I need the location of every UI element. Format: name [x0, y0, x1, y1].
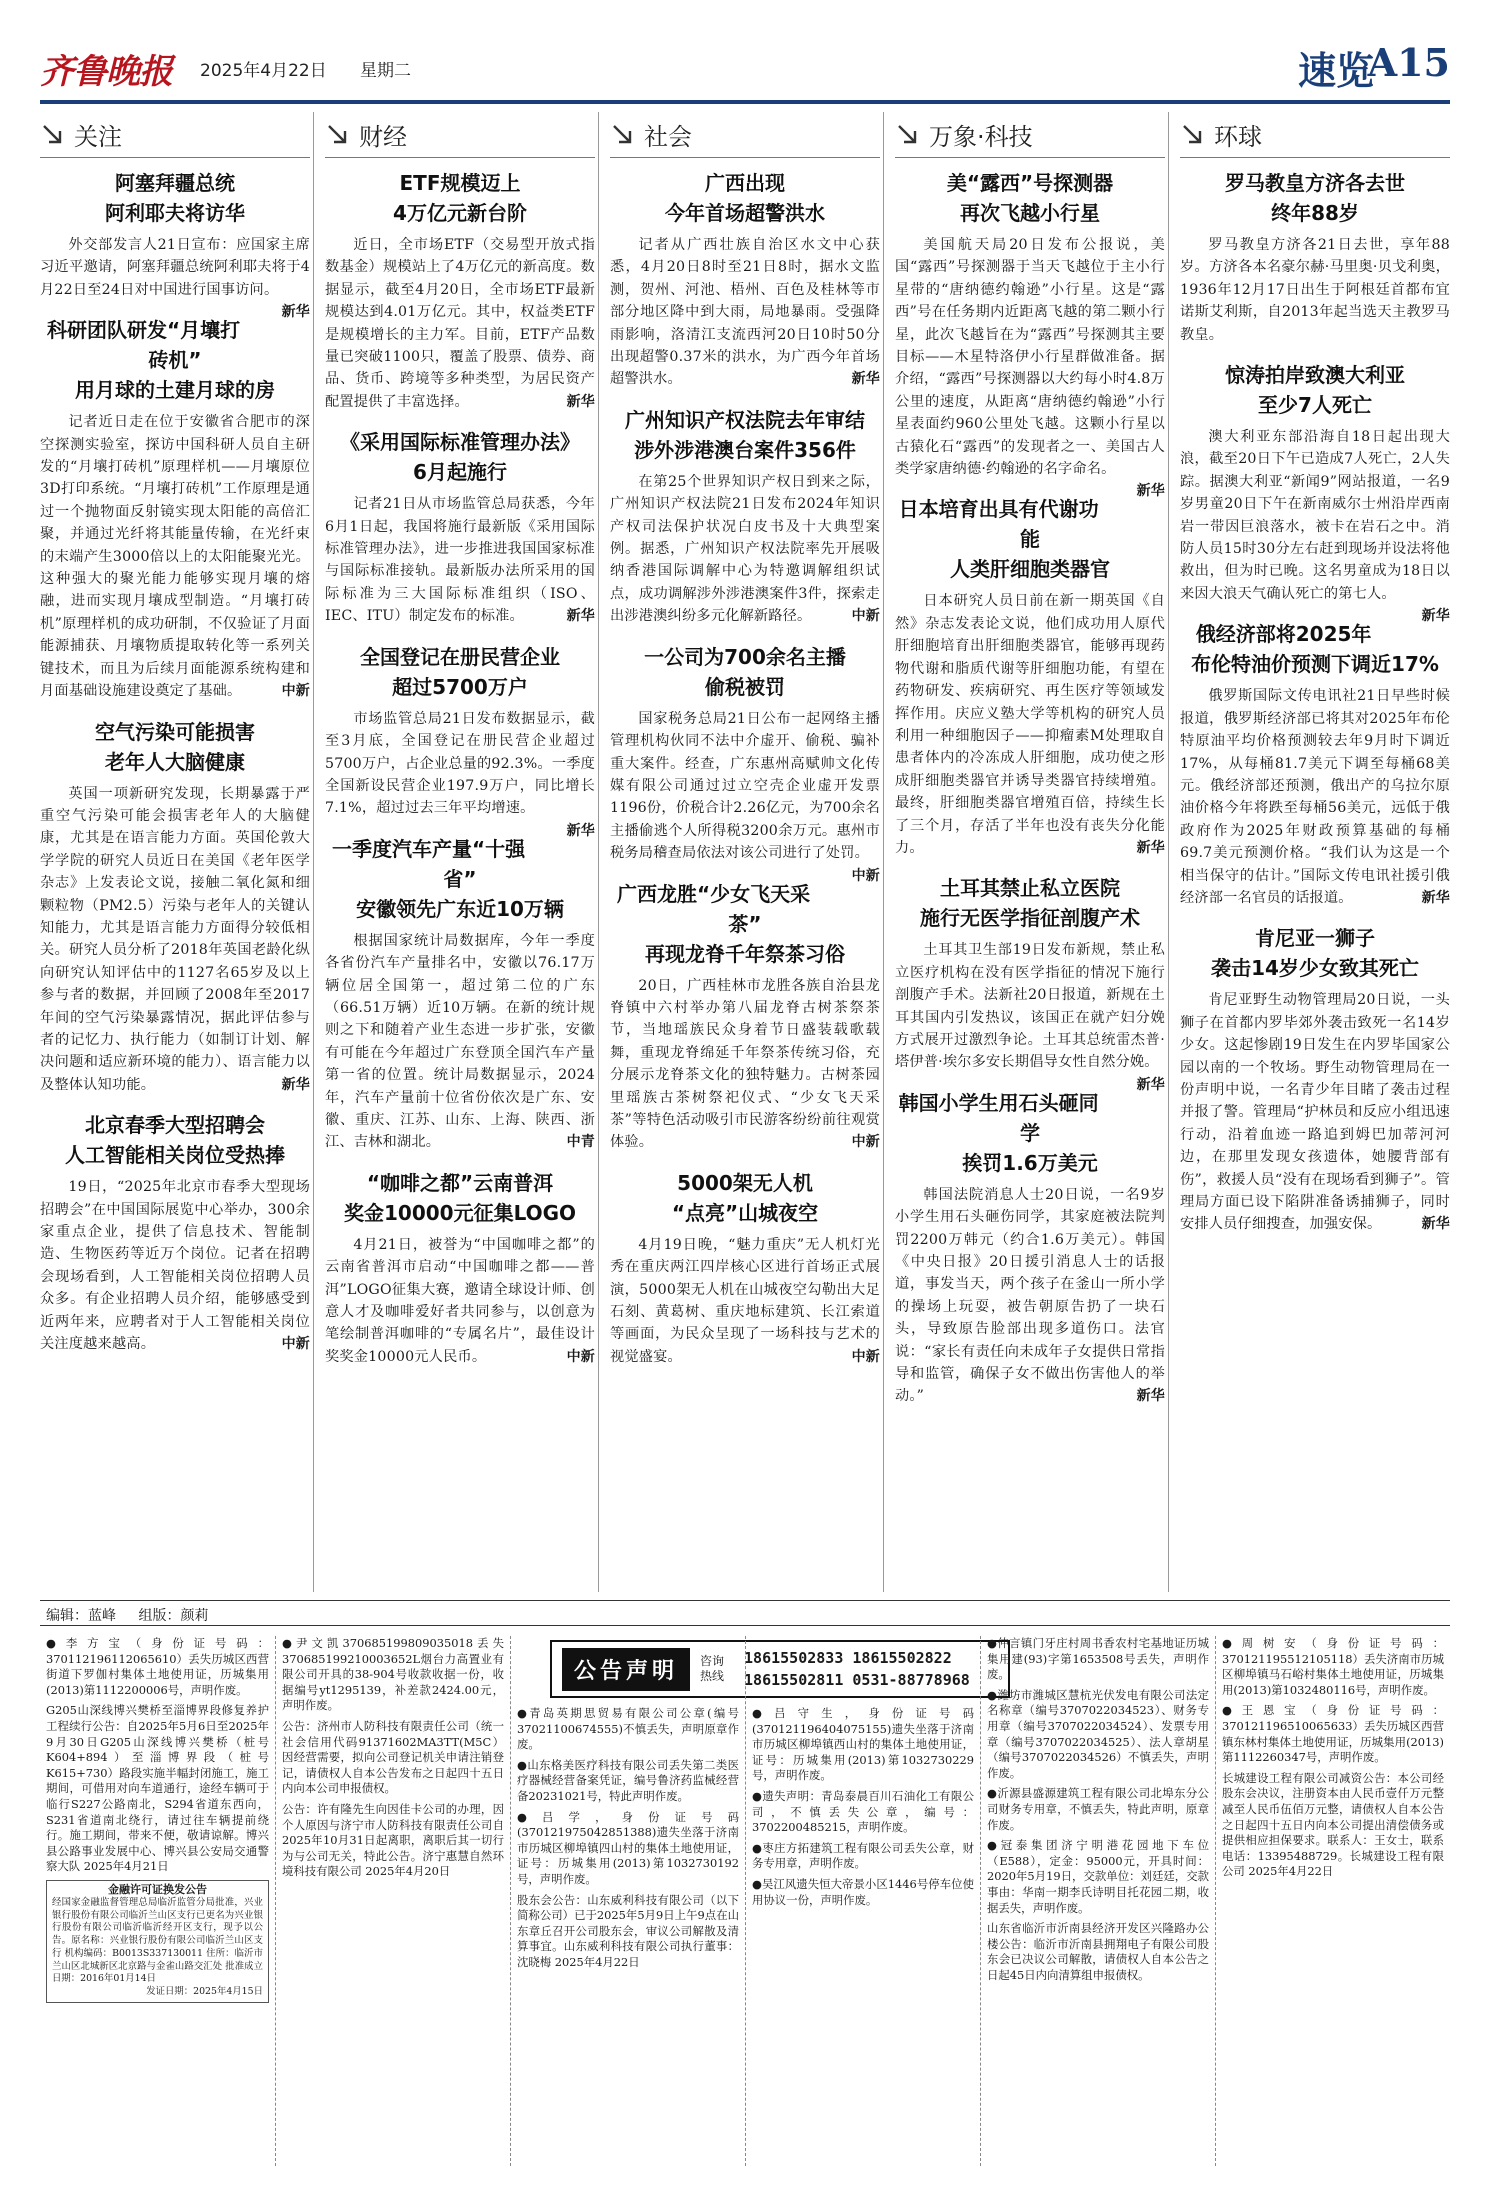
newspaper-logo: 齐鲁晚报 [40, 52, 172, 92]
news-article [610, 879, 880, 1154]
article-text: 罗马教皇方济各21日去世，享年88岁。方济各本名豪尔赫·马里奥·贝戈利奥，1936年12月17日出生于阿根廷首都布宜诺斯艾利斯，自2013年起当选天主教罗马教皇。 [1180, 237, 1450, 343]
masthead [40, 36, 1450, 100]
headline-line: 科研团队研发“月壤打砖机” [47, 318, 241, 373]
masthead-rule [40, 100, 1450, 104]
article-headline [1180, 360, 1450, 420]
article-headline [325, 168, 595, 228]
classified-item: ●王恩宝（身份证号码：370121196510065633）丢失历城区西营镇东林村集体土地使用证，历城集用(2013)第1112260347号，声明作废。 [1222, 1703, 1444, 1765]
article-headline [40, 168, 310, 228]
article-text: 韩国法院消息人士20日说，一名9岁小学生用石头砸伤同学，其家庭被法院判罚2200万韩元（约合1.6万美元）。韩国《中央日报》20日援引消息人士的话报道，事发当天，两个孩子在釜山一所小学的操场上玩耍，被告朝原告扔了一块石头，导致原告脸部出现多道伤口。法官说：“家长有责任向未成年子女提供日常指导和监管，确保子女不做出伤害他人的举动。” [895, 1186, 1165, 1405]
classified-column [40, 1636, 275, 2166]
article-source: 新华 [1136, 483, 1165, 500]
license-notice-body: 经国家金融监督管理总局临沂监管分局批准，兴业银行股份有限公司临沂兰山区支行已更名为兴业银行股份有限公司临沂临沂经开区支行，现予以公告。原名称：兴业银行股份有限公司临沂兰山区支行 机构编码：B0013S337130011 住所：临沂市兰山区北城新区北京路与金雀山路交汇处 批准成立日期：2016年01月14日 [52, 1896, 263, 1985]
article-source: 新华 [1421, 608, 1450, 625]
article-text: 外交部发言人21日宣布：应国家主席习近平邀请，阿塞拜疆总统阿利耶夫将于4月22日至24日对中国进行国事访问。 [40, 237, 310, 298]
article-text: 市场监管总局21日发布数据显示，截至3月底，全国登记在册民营企业超过5700万户，占企业总量的92.3%。一季度全国新设民营企业197.9万户，同比增长7.1%，超过过去三年平均增速。 [325, 710, 596, 817]
license-notice-date: 发证日期：2025年4月15日 [146, 1986, 263, 1998]
classified-item: 公告：济州市人防科技有限责任公司（统一社会信用代码91371602MA3TT(M5C）因经营需要，拟向公司登记机关申请注销登记，请债权人自本公告发布之日起四十五日内向本公司申报债权。 [282, 1718, 504, 1796]
headline-line: 阿利耶夫将访华 [105, 201, 245, 225]
article-headline [610, 642, 880, 702]
column-label: 万象·科技 [929, 123, 1033, 151]
news-article [895, 494, 1165, 859]
article-headline [610, 405, 880, 465]
article-body [895, 1184, 1165, 1408]
corner-arrow-icon [325, 122, 351, 148]
article-headline [1180, 923, 1450, 983]
news-article [40, 168, 310, 321]
column-header [610, 112, 880, 158]
article-body [325, 493, 595, 627]
column-label: 关注 [74, 123, 122, 151]
article-text: 19日，“2025年北京市春季大型现场招聘会”在中国国际展览中心举办，300余家重点企业，提供了信息技术、智能制造、生物医药等近万个岗位。记者在招聘会现场看到，人工智能相关岗位招聘人员众多。有企业招聘人员介绍，能够感受到近两年来，应聘者对于人工智能相关岗位关注度越来越高。 [40, 1179, 310, 1353]
article-source: 中青 [566, 1134, 595, 1151]
article-source: 中新 [281, 1336, 310, 1353]
classified-item: ●枣庄方拓建筑工程有限公司丢失公章，财务专用章，声明作废。 [752, 1840, 974, 1871]
headline-line: 《采用国际标准管理办法》 [340, 430, 580, 455]
article-body [40, 411, 310, 702]
news-article [610, 168, 880, 391]
headline-line: 今年首场超警洪水 [665, 201, 825, 225]
headline-line: 5000架无人机 [677, 1170, 813, 1195]
article-text: 记者近日走在位于安徽省合肥市的深空探测实验室，探访中国科研人员自主研发的“月壤打砖机”原理样机——月壤原位3D打印系统。“月壤打砖机”工作原理是通过一个抛物面反射镜实现太阳能的高倍汇聚，并通过光纤将其能量传输，在光纤束的末端产生3000倍以上的太阳能聚光光。这种强大的聚光能力能够实现月壤的熔融，进而实现月壤成型制造。“月壤打砖机”原理样机的成功研制，不仅验证了月面能源捕获、月壤物质提取转化等一系列关键技术，而且为后续月面能源系统构建和月面基础设施建设奠定了基础。 [40, 414, 310, 700]
column-label: 社会 [644, 123, 692, 151]
classified-item: ●遗失声明：青岛泰晨百川石油化工有限公司，不慎丢失公章，编号：3702200485215，声明作废。 [752, 1788, 974, 1835]
article-body [1180, 989, 1450, 1235]
license-notice-title: 金融许可证换发公告 [108, 1882, 207, 1896]
news-column [325, 112, 595, 1592]
article-text: 记者从广西壮族自治区水文中心获悉，4月20日8时至21日8时，据水文监测，贺州、河池、梧州、百色及桂林等市部分地区降中到大雨，局地暴雨。受强降雨影响，洛清江支流西河20日10时50分出现超警0.37米的洪水，为广西今年首场超警洪水。 [610, 237, 880, 388]
article-body [1180, 426, 1450, 625]
classified-item: ●仲言镇门牙庄村周书香农村宅基地证历城集用建(93)字第1653508号丢失，声明作废。 [987, 1636, 1209, 1682]
news-article [325, 168, 595, 413]
article-text: 国家税务总局21日公布一起网络主播管理机构伙同不法中介虚开、偷税、骗补重大案件。经查，广东惠州高赋帅文化传媒有限公司通过过立空壳企业虚开发票1196份，价税合计2.26亿元，为700余名主播偷逃个人所得税3200余万元。惠州市税务局稽查局依法对该公司进行了处罚。 [610, 710, 880, 862]
headline-line: 安徽领先广东近10万辆 [356, 896, 564, 921]
license-notice-box [46, 1880, 269, 2003]
headline-line: 再现龙脊千年祭茶习俗 [645, 941, 845, 966]
article-body [325, 930, 595, 1154]
news-article [610, 642, 880, 884]
corner-arrow-icon [1180, 122, 1206, 148]
news-article [40, 1110, 310, 1355]
article-source: 新华 [1136, 1076, 1165, 1093]
column-header [40, 112, 310, 158]
news-column [1180, 112, 1450, 1592]
news-article [895, 873, 1165, 1093]
article-headline [1180, 168, 1450, 228]
headline-line: 肯尼亚一狮子 [1255, 926, 1375, 951]
headline-line: 施行无医学指征剖腹产术 [920, 906, 1140, 931]
news-article [40, 315, 310, 702]
news-article [325, 834, 595, 1154]
designer-name: 组版：颜莉 [138, 1608, 209, 1624]
article-body [1180, 234, 1450, 346]
article-body [40, 783, 310, 1097]
article-headline [325, 1168, 595, 1228]
corner-arrow-icon [895, 122, 921, 148]
hotline-phone-line: 18615502811 0531-88778968 [744, 1671, 970, 1689]
article-headline [40, 315, 310, 405]
headline-line: 一公司为700余名主播 [644, 644, 846, 669]
article-source: 新华 [1421, 889, 1450, 906]
headline-line: 用月球的土建月球的房 [75, 378, 275, 403]
article-headline [325, 834, 595, 924]
headline-line: 终年88岁 [1271, 201, 1359, 225]
classified-item: ●吕守生，身份证号码(370121196404075155)遗失坐落于济南市历城区柳埠镇西山村的集体土地使用证，证号：历城集用(2013)第1032730229号，声明作废。 [752, 1706, 974, 1783]
headline-line: 布伦特油价预测下调近17% [1191, 652, 1439, 677]
headline-line: 人类肝细胞类器官 [950, 557, 1110, 582]
article-source: 中新 [851, 867, 880, 884]
article-body [325, 1234, 595, 1368]
headline-line: 奖金10000元征集LOGO [343, 1200, 577, 1225]
article-body [610, 1234, 880, 1368]
article-body [610, 708, 880, 884]
article-source: 中新 [281, 683, 310, 700]
classified-column [1215, 1636, 1450, 2166]
classified-item: ●李方宝（身份证号码：370112196112065610）丢失历城区西营街道下罗伽村集体土地使用证，历城集用(2013)第1112200006号，声明作废。 [46, 1636, 269, 1697]
article-text: 4月19日晚，“魅力重庆”无人机灯光秀在重庆两江四岸核心区进行首场正式展演，5000架无人机在山城夜空勾勒出大足石刻、黄葛树、重庆地标建筑、长江索道等画面，为民众呈现了一场科技与艺术的视觉盛宴。 [610, 1236, 880, 1365]
article-text: 近日，全市场ETF（交易型开放式指数基金）规模站上了4万亿元的新高度。数据显示，截至4月20日，全市场ETF最新规模达到4.01万亿元。其中，权益类ETF是规模增长的主力军。目前，ETF产品数量已突破1100只，覆盖了股票、债券、商品、货币、跨境等多种类型，为居民资产配置提供了丰富选择。 [325, 237, 595, 410]
article-source: 新华 [1421, 1216, 1450, 1233]
headline-line: 再次飞越小行星 [960, 201, 1100, 225]
article-source: 中新 [851, 1134, 880, 1151]
hotline-label: 咨询热线 [700, 1654, 725, 1683]
article-text: 俄罗斯国际文传电讯社21日早些时候报道，俄罗斯经济部已将其对2025年布伦特原油平均价格预测较去年9月时下调近17%，从每桶81.7美元下调至每桶68美元。俄经济部还预测，俄出产的乌拉尔原油价格今年将跌至每桶56美元，远低于俄政府作为2025年财政预算基础的每桶69.7美元预测价格。“我们认为这是一个相当保守的估计。”国际文传电讯社援引俄经济部一名官员的话报道。 [1180, 688, 1450, 906]
article-body [40, 1176, 310, 1355]
news-columns [40, 112, 1450, 1592]
news-article [325, 427, 595, 627]
classified-column [980, 1636, 1215, 2166]
article-body [895, 234, 1165, 500]
classified-ads [40, 1636, 1450, 2166]
article-text: 日本研究人员日前在新一期英国《自然》杂志发表论文说，他们成功用人原代肝细胞培育出肝细胞类器官，能够再现药物代谢和脂质代谢等肝细胞功能，有望在药物研发、疾病研究、再生医疗等领域发挥作用。庆应义塾大学等机构的研究人员利用一种细胞因子——抑瘤素M处理取自患者体内的冷冻成人肝细胞，成功使之形成肝细胞类器官并诱导类器官持续增殖。最终，肝细胞类器官增殖百倍，持续生长了三个月，存活了半年也没有丧失分化能力。 [895, 593, 1165, 856]
notice-title: 公告声明 [562, 1648, 690, 1691]
article-headline [325, 427, 595, 487]
news-column [40, 112, 310, 1592]
article-text: 记者21日从市场监管总局获悉，今年6月1日起，我国将施行最新版《采用国际标准管理办法》，进一步推进我国国家标准与国际标准接轨。最新版办法所采用的国际标准为三大国际标准组织（ISO、IEC、ITU）制定发布的标准。 [325, 496, 595, 625]
headline-line: 广西出现 [705, 171, 785, 195]
classified-item: 山东省临沂市沂南县经济开发区兴隆路办公楼公告：临沂市沂南县拥翔电子有限公司股东会已决议公司解散，请债权人自本公告之日起45日内向清算组申报债权。 [987, 1921, 1209, 1982]
article-source: 新华 [1136, 1388, 1165, 1405]
headline-line: 阿塞拜疆总统 [115, 171, 235, 195]
article-text: 英国一项新研究发现，长期暴露于严重空气污染可能会损害老年人的大脑健康，尤其是在语言能力方面。英国伦敦大学学院的研究人员近日在美国《老年医学杂志》上发表论文说，接触二氧化氮和细颗粒物（PM2.5）污染与老年人的关键认知能力，尤其是语言能力方面得分较低相关。研究人员分析了2018年英国老龄化纵向研究认知评估中的1127名65岁及以上参与者的数据，并回顾了2008年至2017年间的空气污染暴露情况，据此评估参与者的记忆力、执行能力（如制订计划、解决问题和适应新环境的能力）、语言能力以及整体认知功能。 [40, 785, 310, 1093]
headline-line: 4万亿元新台阶 [393, 201, 527, 225]
article-body [325, 708, 596, 839]
column-label: 财经 [359, 123, 407, 151]
news-column [610, 112, 880, 1592]
headline-line: 惊涛拍岸致澳大利亚 [1225, 363, 1405, 388]
article-source: 新华 [566, 608, 595, 625]
classified-column [745, 1636, 980, 2166]
column-label: 环球 [1214, 123, 1262, 151]
classified-item: ●潍坊市潍城区慧杭光伏发电有限公司法定名称章（编号3707022034523）、财务专用章（编号3707022034524）、发票专用章（编号3707022034525）、法人章胡星（编号3707022034526）不慎丢失，声明作废。 [987, 1687, 1209, 1780]
article-body [325, 234, 595, 413]
headline-line: 偷税被罚 [705, 674, 785, 699]
article-headline [1180, 619, 1450, 679]
classified-item: ●吴江风遗失恒大帝景小区1446号停车位使用协议一份，声明作废。 [752, 1876, 974, 1907]
column-header [895, 112, 1165, 158]
corner-arrow-icon [40, 122, 66, 148]
headline-line: 挨罚1.6万美元 [962, 1150, 1098, 1175]
column-header [325, 112, 595, 158]
article-headline [610, 168, 880, 228]
article-source: 新华 [851, 371, 880, 388]
headline-line: 全国登记在册民营企业 [360, 644, 560, 669]
article-body [610, 234, 880, 391]
editor-credits [40, 1600, 1450, 1626]
headline-line: 土耳其禁止私立医院 [940, 876, 1120, 901]
classified-item: 股东会公告：山东威利科技有限公司（以下简称公司）已于2025年5月9日上午9点在山东章丘召开公司股东会，审议公司解散及清算事宜。山东威利科技有限公司执行董事：沈晓梅 2025年4月22日 [517, 1892, 739, 1969]
news-article [1180, 619, 1450, 909]
headline-line: 6月起施行 [413, 460, 507, 485]
headline-line: 广西龙胜“少女飞天采茶” [617, 881, 811, 936]
article-headline [325, 642, 595, 702]
headline-line: 广州知识产权法院去年审结 [625, 407, 865, 432]
classified-item: ●沂源县盛源建筑工程有限公司北埠东分公司财务专用章，不慎丢失，特此声明，原章作废。 [987, 1786, 1209, 1832]
section-title: 速览 [1297, 49, 1374, 93]
news-article [895, 168, 1165, 500]
classified-item: ●周树安（身份证号码：370121195512105118）丢失济南市历城区柳埠镇马石峪村集体土地使用证，历城集用(2013)第1032480116号，声明作废。 [1222, 1636, 1444, 1697]
classified-item: 长城建设工程有限公司减资公告：本公司经股东会决议，注册资本由人民币壹仟万元整减至人民币伍佰万元整，请债权人自本公告之日起四十五日内向本公司提出清偿债务或提供相应担保要求。联系人：王女士，联系电话：13395488729。长城建设工程有限公司 2025年4月22日 [1222, 1770, 1444, 1879]
article-body [40, 234, 310, 321]
classified-column [510, 1636, 745, 2166]
headline-line: 罗马教皇方济各去世 [1225, 171, 1405, 195]
news-article [610, 1168, 880, 1368]
article-text: 肯尼亚野生动物管理局20日说，一头狮子在首都内罗毕郊外袭击致死一名14岁少女。这起惨剧19日发生在内罗毕国家公园以南的一个牧场。野生动物管理局在一份声明中说，一名青少年目睹了袭击过程并报了警。管理局“护林员和反应小组迅速行动，沿着血迹一路追到姆巴加蒂河河边，在那里发现女孩遗体，她腰背部有伤”，救援人员“没有在现场看到狮子”。管理局方面已设下陷阱准备诱捕狮子，同时安排人员仔细搜查，加强安保。 [1180, 992, 1450, 1233]
article-headline [40, 1110, 310, 1170]
headline-line: 日本培育出具有代谢功能 [898, 497, 1099, 552]
classified-item: ●青岛英期思贸易有限公司公章(编号37021100674555)不慎丢失，声明原章作废。 [517, 1706, 739, 1752]
article-body [1180, 685, 1450, 909]
article-text: 土耳其卫生部19日发布新规，禁止私立医疗机构在没有医学指征的情况下施行剖腹产手术。法新社20日报道，新规在土耳其国内引发热议，该国正在就产妇分娩方式展开过激烈争论。土耳其总统雷杰普·塔伊普·埃尔多安长期倡导女性自然分娩。 [895, 942, 1165, 1071]
article-headline [40, 717, 310, 777]
news-article [40, 717, 310, 1097]
classified-item: ●山东格美医疗科技有限公司丢失第二类医疗器械经营备案凭证，编号鲁济药监械经营备20231021号，特此声明作废。 [517, 1757, 739, 1803]
news-article [325, 1168, 595, 1368]
article-headline [895, 1088, 1165, 1178]
classified-item: G205山深线博兴樊桥至淄博界段修复养护工程续行公告：自2025年5月6日至2025年9月30日G205山深线博兴樊桥（桩号K604+894）至淄博界段（桩号K615+730）路段实施半幅封闭施工，施工期间，可借用对向车道通行，途经车辆可于临行S227公路南北，S294省道东西向，S231省道南北绕行，请过往车辆提前绕行。施工期间，带来不便，敬请谅解。博兴县公路事业发展中心、博兴县公安局交通警察大队 2025年4月21日 [46, 1703, 269, 1874]
news-article [325, 642, 596, 839]
article-source: 中新 [851, 608, 880, 625]
headline-line: 袭击14岁少女致其死亡 [1211, 956, 1419, 981]
headline-line: 空气污染可能损害 [95, 719, 255, 744]
headline-line: 北京春季大型招聘会 [85, 1113, 265, 1138]
article-text: 在第25个世界知识产权日到来之际，广州知识产权法院21日发布2024年知识产权司法保护状况白皮书及十大典型案例。据悉，广州知识产权法院率先开展吸纳香港国际调解中心为特邀调解组织试点，成功调解涉外涉港澳案件3件，探索走出涉港澳纠纷多元化解新路径。 [610, 473, 880, 625]
corner-arrow-icon [610, 122, 636, 148]
article-source: 新华 [1136, 839, 1165, 856]
article-source: 新华 [281, 304, 310, 321]
article-headline [610, 1168, 880, 1228]
headline-line: 一季度汽车产量“十强省” [332, 836, 526, 891]
classified-item: ●吕学，身份证号码(370121975042851388)遗失坐落于济南市历城区柳埠镇四山村的集体土地使用证，证号：历城集用(2013)第1032730192号，声明作废。 [517, 1809, 739, 1886]
classified-item: 公告：许有隆先生向因佳卡公司的办理，因个人原因与济宁市人防科技有限责任公司自2025年10月31日起离职，离职后其一切行为与公司无关，特此公告。济宁惠慧自然环境科技有限公司 2025年4月20日 [282, 1801, 504, 1879]
news-article [1180, 168, 1450, 346]
headline-line: “咖啡之都”云南普洱 [366, 1170, 554, 1195]
headline-line: 超过5700万户 [392, 674, 528, 699]
article-body [895, 590, 1165, 859]
article-text: 根据国家统计局数据库，今年一季度各省份汽车产量排名中，安徽以76.17万辆位居全国第一，超过第二位的广东（66.51万辆）近10万辆。在新的统计规则之下和随着产业生态进一步扩张，安徽有可能在今年超过广东登顶全国汽车产量第一省的位置。统计局数据显示，2024年，汽车产量前十位省份依次是广东、安徽、重庆、江苏、山东、上海、陕西、浙江、吉林和湖北。 [325, 932, 595, 1151]
article-headline [895, 168, 1165, 228]
classified-item: ●冠泰集团济宁明港花园地下车位（E588），定金：95000元，开具时间：2020年5月19日，交款单位：刘廷廷，交款事由：华南一期李氏诗明目托花园二期，收据丢失，声明作废。 [987, 1838, 1209, 1915]
classified-item: ●尹文凯370685199809035018丢失370685199210003652L烟台力高置业有限公司开具的38-904号收款收据一份，收据编号yt1295139，补差款2424.00元，声明作废。 [282, 1636, 504, 1713]
headline-line: 至少7人死亡 [1258, 393, 1372, 418]
headline-line: ETF规模迈上 [399, 171, 521, 195]
page-number: A15 [1367, 40, 1450, 85]
article-source: 中新 [851, 1348, 880, 1365]
hotline-phone-line: 18615502833 18615502822 [744, 1649, 952, 1667]
headline-line: 美“露西”号探测器 [946, 171, 1114, 195]
article-source: 新华 [281, 1076, 310, 1093]
headline-line: 韩国小学生用石头砸同学 [898, 1090, 1099, 1145]
article-body [610, 975, 880, 1154]
news-article [1180, 923, 1450, 1235]
headline-line: 俄经济部将2025年 [1195, 622, 1372, 647]
article-source: 中新 [566, 1348, 595, 1365]
news-article [610, 405, 880, 628]
article-source: 新华 [566, 822, 595, 839]
headline-line: 涉外涉港澳台案件356件 [634, 437, 856, 462]
article-body [610, 471, 880, 628]
article-text: 美国航天局20日发布公报说，美国“露西”号探测器于当天飞越位于主小行星带的“唐纳德约翰逊”小行星。这是“露西”号在任务期内近距离飞越的第二颗小行星，此次飞越旨在为“露西”号探测其主要目标——木星特洛伊小行星群做准备。据介绍，“露西”号探测器以大约每小时4.8万公里的速度，从距离“唐纳德约翰逊”小行星表面约960公里处飞越。这颗小行星以古猿化石“露西”的发现者之一、美国古人类学家唐纳德·约翰逊的名字命名。 [895, 237, 1165, 478]
article-body [895, 939, 1165, 1093]
article-text: 澳大利亚东部沿海自18日起出现大浪，截至20日下午已造成7人死亡，2人失踪。据澳大利亚“新闻9”网站报道，一名9岁男童20日下午在新南威尔士州沿岸西南岩一带因巨浪落水，被卡在岩石之中。消防人员15时30分左右赶到现场并设法将他救出，但为时已晚。这名男童成为18日以来因大浪天气确认死亡的第七人。 [1180, 429, 1450, 602]
article-headline [895, 873, 1165, 933]
article-source: 新华 [566, 393, 595, 410]
article-text: 20日，广西桂林市龙胜各族自治县龙脊镇中六村举办第八届龙脊古树茶祭茶节，当地瑶族民众身着节日盛装载歌载舞，重现龙脊绵延千年祭茶传统习俗，充分展示龙脊茶文化的独特魅力。古树茶园里瑶族古茶树祭祀仪式、“少女飞天采茶”等特色活动吸引市民游客纷纷前往观赏体验。 [610, 977, 880, 1151]
headline-line: “点亮”山城夜空 [671, 1200, 819, 1225]
editor-name: 编辑：蓝峰 [46, 1608, 116, 1624]
article-headline [610, 879, 880, 969]
headline-line: 人工智能相关岗位受热捧 [65, 1143, 285, 1168]
classified-column [275, 1636, 510, 2166]
news-article [895, 1088, 1165, 1408]
issue-date: 2025年4月22日 [200, 61, 327, 81]
article-headline [895, 494, 1165, 584]
issue-weekday: 星期二 [360, 61, 411, 81]
news-column [895, 112, 1165, 1592]
news-article [1180, 360, 1450, 625]
article-text: 4月21日，被誉为“中国咖啡之都”的云南省普洱市启动“中国咖啡之都——普洱”LOGO征集大赛，邀请全球设计师、创意人才及咖啡爱好者共同参与，以创意为笔绘制普洱咖啡的“专属名片”，最佳设计奖奖金10000元人民币。 [325, 1236, 595, 1365]
column-header [1180, 112, 1450, 158]
headline-line: 老年人大脑健康 [105, 749, 245, 774]
